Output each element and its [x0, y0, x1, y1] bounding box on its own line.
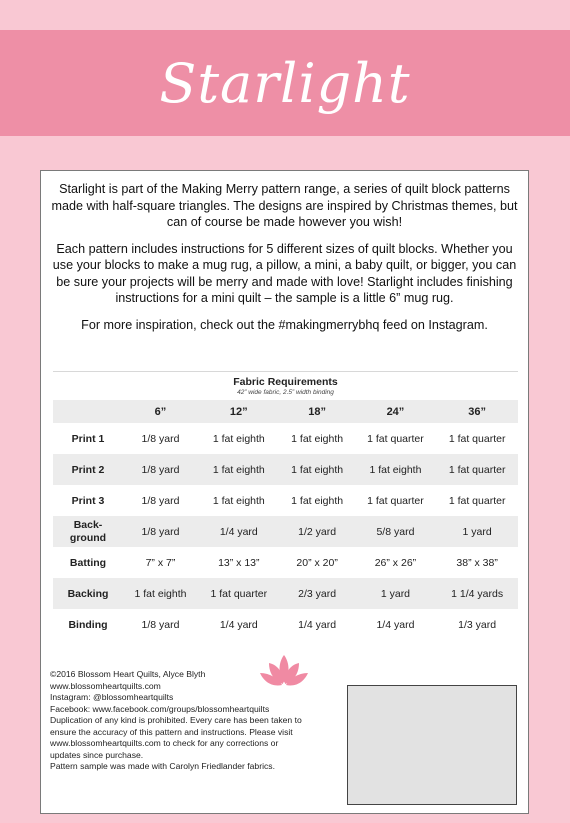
table-cell: 26” x 26” — [374, 556, 417, 569]
table-cell: 1 fat quarter — [367, 494, 424, 507]
table-cell: 2/3 yard — [298, 587, 337, 600]
table-cell: 1 1/4 yards — [451, 587, 504, 600]
website-line: www.blossomheartquilts.com — [50, 680, 161, 691]
row-label: Print 3 — [71, 494, 105, 507]
row-label: Binding — [68, 618, 108, 631]
fabric-requirements — [53, 371, 518, 640]
title-banner — [0, 30, 570, 136]
table-cell: 1/4 yard — [219, 525, 258, 538]
size-header: 24” — [386, 405, 405, 418]
table-cell: 38” x 38” — [456, 556, 498, 569]
table-cell: 1/8 yard — [141, 494, 180, 507]
table-cell: 5/8 yard — [376, 525, 415, 538]
table-cell: 1/8 yard — [141, 525, 180, 538]
instagram-line: Instagram: @blossomheartquilts — [50, 692, 174, 702]
disclaimer-line: updates since purchase. — [50, 749, 144, 760]
table-row — [53, 609, 518, 640]
table-cell: 1/8 yard — [141, 618, 180, 631]
row-label: Batting — [69, 556, 107, 569]
table-row — [53, 516, 518, 547]
table-row — [53, 547, 518, 578]
table-cell: 1 fat eighth — [291, 494, 344, 507]
disclaimer-line: Duplication of any kind is prohibited. Every care has been taken to — [50, 715, 302, 725]
facebook-line: Facebook: www.facebook.com/groups/blossomheartquilts — [50, 703, 270, 714]
row-label: Print 2 — [71, 463, 105, 476]
table-row — [53, 578, 518, 609]
table-cell: 1/8 yard — [141, 432, 180, 445]
table-cell: 1 fat eighth — [212, 432, 265, 445]
footer-info — [50, 669, 350, 773]
table-cell: 13” x 13” — [218, 556, 260, 569]
page-title: Starlight — [159, 51, 411, 115]
copyright-line: ©2016 Blossom Heart Quilts, Alyce Blyth — [50, 669, 206, 679]
table-row — [53, 423, 518, 454]
row-label: Back- ground — [69, 518, 107, 544]
intro-paragraph-3: For more inspiration, check out the #makingmerrybhq feed on Instagram. — [81, 317, 488, 332]
sample-photo-placeholder — [347, 685, 517, 805]
table-cell: 1/4 yard — [376, 618, 415, 631]
intro-paragraph-1: Starlight is part of the Making Merry pattern range, a series of quilt block patterns made with half-square triangles. The designs are inspired by Christmas themes, but can of course be made however you wish! — [51, 182, 518, 229]
table-cell: 1/8 yard — [141, 463, 180, 476]
table-cell: 1 fat eighth — [291, 432, 344, 445]
table-cell: 1/3 yard — [458, 618, 497, 631]
intro-paragraph-2: Each pattern includes instructions for 5 different sizes of quilt blocks. Whether you use your blocks to make a mug rug, a pillow, a mini, a baby quilt, or bigger, you can be sure your projects will be merry and made with love! Starlight includes finishing instructions for a mini quilt – the sample is a little 6” mug rug. — [52, 241, 517, 305]
fabric-table — [53, 400, 518, 640]
table-cell: 1 fat eighth — [134, 587, 187, 600]
size-header: 12” — [229, 405, 248, 418]
table-cell: 1 fat quarter — [367, 432, 424, 445]
table-cell: 1 fat eighth — [291, 463, 344, 476]
table-cell: 1/4 yard — [298, 618, 337, 631]
table-cell: 1 fat quarter — [448, 463, 506, 476]
row-label: Print 1 — [71, 432, 105, 445]
table-cell: 1 yard — [380, 587, 411, 600]
fabric-credit-line: Pattern sample was made with Carolyn Friedlander fabrics. — [50, 761, 275, 771]
table-row — [53, 485, 518, 516]
table-cell: 1 fat eighth — [212, 494, 265, 507]
size-header: 6” — [154, 405, 167, 418]
disclaimer-line: ensure the accuracy of this pattern and instructions. Please visit — [50, 726, 293, 737]
table-cell: 1 fat quarter — [448, 494, 506, 507]
table-cell: 1 yard — [462, 525, 492, 538]
fabric-subtitle: 42” wide fabric, 2.5” width binding — [237, 389, 334, 396]
table-row — [53, 454, 518, 485]
fabric-title: Fabric Requirements — [233, 376, 338, 388]
table-cell: 1 fat quarter — [210, 587, 268, 600]
table-cell: 1 fat quarter — [448, 432, 506, 445]
table-cell: 1/2 yard — [298, 525, 337, 538]
corner-cell — [53, 400, 123, 423]
disclaimer-line: www.blossomheartquilts.com to check for any corrections or — [50, 738, 279, 748]
fabric-header — [53, 371, 518, 396]
pattern-card — [40, 170, 529, 814]
table-cell: 1 fat eighth — [369, 463, 422, 476]
table-cell: 1/4 yard — [219, 618, 258, 631]
table-cell: 1 fat eighth — [212, 463, 265, 476]
size-header: 36” — [468, 405, 487, 418]
row-label: Backing — [67, 587, 109, 600]
size-header-row — [53, 400, 518, 423]
table-cell: 7” x 7” — [145, 556, 176, 569]
size-header: 18” — [308, 405, 326, 418]
intro-text — [41, 171, 528, 333]
table-cell: 20” x 20” — [296, 556, 338, 569]
